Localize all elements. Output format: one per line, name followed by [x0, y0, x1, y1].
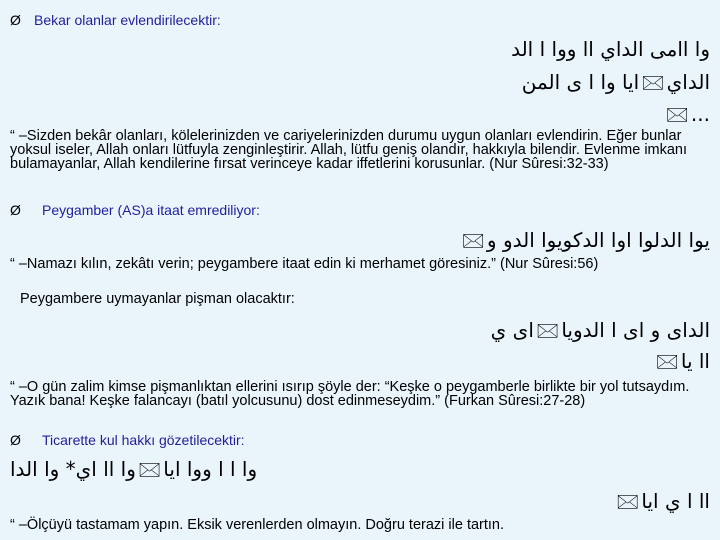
translation-paragraph-4: “ –Ölçüyü tastamam yapın. Eksik verenlerden olmayın. Doğru terazi ile tartın.	[10, 517, 505, 533]
arabic-text: وا ا ا ووا ايا	[163, 457, 258, 481]
arabic-verse-2	[460, 226, 710, 260]
translation-paragraph-3: “ –O gün zalim kimse pişmanlıktan ellerini ısırıp şöyle der: “Keşke o peygamberle birlikte bir yol tutsaydım. Yazık bana! Keşke falancayı (batıl yolcusunu) dost edinmeseydim.” (Furkan Sûresi:27-28)	[10, 379, 690, 409]
heading-text: Ticarette kul hakkı gözetilecektir:	[42, 432, 245, 448]
heading-text: Peygamber (AS)a itaat emrediliyor:	[42, 202, 260, 218]
arabic-text: اا ا ي ايا	[641, 489, 710, 513]
arabic-text: يوا الدلوا اوا الدكويوا الدو و	[486, 228, 710, 252]
arabic-text: اا يا	[680, 349, 710, 373]
arabic-text: اى ي	[490, 318, 534, 342]
subheading-pisman: Peygambere uymayanlar pişman olacaktır:	[20, 291, 295, 307]
arabic-text: الداي	[666, 70, 710, 94]
heading-ticaret	[10, 432, 245, 448]
arabic-verse-3b	[653, 347, 710, 381]
envelope-glyph-icon: 🖂	[655, 349, 679, 373]
translation-paragraph-2: “ –Namazı kılın, zekâtı verin; peygambere itaat edin ki merhamet göresiniz.” (Nur Sûresi:56)	[10, 256, 599, 272]
arrow-bullet-icon: Ø	[10, 12, 21, 28]
heading-text: Bekar olanlar evlendirilecektir:	[34, 12, 221, 28]
heading-bekar	[10, 12, 221, 28]
envelope-glyph-icon: 🖂	[615, 489, 640, 513]
translation-paragraph-1: “ –Sizden bekâr olanları, kölelerinizden ve cariyelerinizden durumu uygun olanları evlendirin. Eğer bunlar yoksul iseler, Allah onları lütfuyla zenginleştirir. Allah, lütfu geniş olandır, hakkıyla bilendir. Evlenme imkanı bulamayanlar, Allah kendilerine fırsat verinceye kadar iffetlerini korusunlar. (Nur Sûresi:32-33)	[10, 128, 688, 172]
envelope-glyph-icon: 🖂	[461, 228, 485, 252]
arabic-verse-3a	[491, 316, 710, 350]
envelope-glyph-icon: 🖂	[137, 457, 162, 481]
arabic-verse-1b	[522, 68, 710, 102]
ellipsis-text: ...	[690, 102, 710, 126]
arabic-verse-4b	[614, 487, 710, 521]
arrow-bullet-icon: Ø	[10, 202, 21, 218]
heading-peygamber	[10, 202, 260, 218]
arabic-text: الداى و اى ا الدويا	[561, 318, 710, 342]
arabic-verse-1a: وا اامى الداي اا ووا ا الد	[511, 37, 710, 61]
arabic-text: وا اا اي* وا الدا	[10, 457, 136, 481]
envelope-glyph-icon: 🖂	[535, 318, 560, 342]
arabic-verse-4a	[10, 455, 257, 489]
envelope-glyph-icon: 🖂	[641, 70, 665, 94]
arabic-text: ايا وا ا ى المن	[521, 70, 640, 94]
envelope-glyph-icon: 🖂	[665, 102, 689, 126]
arrow-bullet-icon: Ø	[10, 432, 21, 448]
